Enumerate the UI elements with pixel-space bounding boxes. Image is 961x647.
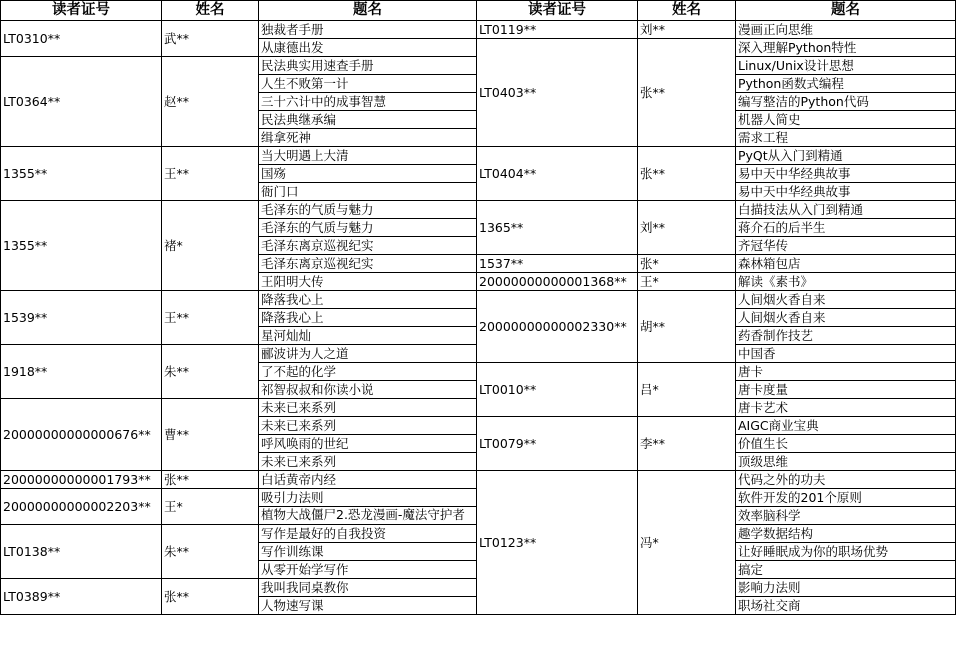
book-title-cell: 衙门口 bbox=[259, 183, 477, 201]
table-row bbox=[1, 147, 956, 165]
book-title-cell: 森林箱包店 bbox=[736, 255, 956, 273]
book-title-cell: 让好睡眠成为你的职场优势 bbox=[736, 543, 956, 561]
book-title-cell: 了不起的化学 bbox=[259, 363, 477, 381]
book-title-cell: 人物速写课 bbox=[259, 597, 477, 615]
book-title-cell: 民法典继承编 bbox=[259, 111, 477, 129]
book-title-cell: 解读《素书》 bbox=[736, 273, 956, 291]
book-title-cell: 毛泽东离京巡视纪实 bbox=[259, 255, 477, 273]
reader-id-cell: 20000000000002203** bbox=[1, 489, 162, 525]
reader-name-cell: 吕* bbox=[638, 363, 736, 417]
reader-name-cell: 胡** bbox=[638, 291, 736, 363]
book-title-cell: 唐卡艺术 bbox=[736, 399, 956, 417]
reader-id-cell: 20000000000002330** bbox=[477, 291, 638, 363]
reader-name-cell: 王* bbox=[162, 489, 259, 525]
book-title-cell: 需求工程 bbox=[736, 129, 956, 147]
book-title-cell: 唐卡 bbox=[736, 363, 956, 381]
table-row bbox=[1, 291, 956, 309]
book-title-cell: 唐卡度量 bbox=[736, 381, 956, 399]
book-title-cell: 我叫我同桌教你 bbox=[259, 579, 477, 597]
reader-id-cell: LT0079** bbox=[477, 417, 638, 471]
book-title-cell: 未来已来系列 bbox=[259, 399, 477, 417]
book-title-cell: 漫画正向思维 bbox=[736, 21, 956, 39]
book-title-cell: 职场社交商 bbox=[736, 597, 956, 615]
book-title-cell: 白描技法从入门到精通 bbox=[736, 201, 956, 219]
header-reader-id-right: 读者证号 bbox=[477, 1, 638, 21]
reader-name-cell: 朱** bbox=[162, 525, 259, 579]
book-title-cell: 从零开始学写作 bbox=[259, 561, 477, 579]
table-row bbox=[1, 21, 956, 39]
book-title-cell: 人生不败第一计 bbox=[259, 75, 477, 93]
book-title-cell: 未来已来系列 bbox=[259, 417, 477, 435]
book-title-cell: 吸引力法则 bbox=[259, 489, 477, 507]
book-title-cell: 机器人简史 bbox=[736, 111, 956, 129]
header-name: 姓名 bbox=[162, 1, 259, 21]
book-title-cell: Linux/Unix设计思想 bbox=[736, 57, 956, 75]
reader-name-cell: 李** bbox=[638, 417, 736, 471]
reader-name-cell: 武** bbox=[162, 21, 259, 57]
header-title-right: 题名 bbox=[736, 1, 956, 21]
reader-id-cell: 1355** bbox=[1, 147, 162, 201]
header-title: 题名 bbox=[259, 1, 477, 21]
reader-id-cell: LT0389** bbox=[1, 579, 162, 615]
reader-id-cell: LT0119** bbox=[477, 21, 638, 39]
reader-name-cell: 张** bbox=[638, 147, 736, 201]
reader-name-cell: 刘** bbox=[638, 201, 736, 255]
book-title-cell: 深入理解Python特性 bbox=[736, 39, 956, 57]
book-title-cell: 顶级思维 bbox=[736, 453, 956, 471]
reader-name-cell: 冯* bbox=[638, 471, 736, 615]
book-title-cell: 祁智叔叔和你读小说 bbox=[259, 381, 477, 399]
reader-id-cell: 1365** bbox=[477, 201, 638, 255]
book-title-cell: 星河灿灿 bbox=[259, 327, 477, 345]
book-title-cell: 植物大战僵尸2.恐龙漫画-魔法守护者 bbox=[259, 507, 477, 525]
reader-id-cell: LT0123** bbox=[477, 471, 638, 615]
book-title-cell: 王阳明大传 bbox=[259, 273, 477, 291]
reader-id-cell: 1537** bbox=[477, 255, 638, 273]
book-title-cell: 未来已来系列 bbox=[259, 453, 477, 471]
book-title-cell: 毛泽东离京巡视纪实 bbox=[259, 237, 477, 255]
reader-id-cell: LT0310** bbox=[1, 21, 162, 57]
book-title-cell: 人间烟火香自来 bbox=[736, 309, 956, 327]
reader-id-cell: 20000000000001368** bbox=[477, 273, 638, 291]
book-title-cell: 效率脑科学 bbox=[736, 507, 956, 525]
book-title-cell: 独裁者手册 bbox=[259, 21, 477, 39]
book-title-cell: 人间烟火香自来 bbox=[736, 291, 956, 309]
book-title-cell: 影响力法则 bbox=[736, 579, 956, 597]
reader-name-cell: 赵** bbox=[162, 57, 259, 147]
reader-name-cell: 朱** bbox=[162, 345, 259, 399]
book-title-cell: 毛泽东的气质与魅力 bbox=[259, 219, 477, 237]
reader-name-cell: 王* bbox=[638, 273, 736, 291]
reader-name-cell: 张** bbox=[638, 39, 736, 147]
book-title-cell: 蒋介石的后半生 bbox=[736, 219, 956, 237]
reader-name-cell: 王** bbox=[162, 147, 259, 201]
book-title-cell: 易中天中华经典故事 bbox=[736, 165, 956, 183]
reader-id-cell: 1918** bbox=[1, 345, 162, 399]
reader-id-cell: LT0403** bbox=[477, 39, 638, 147]
reader-id-cell: 1539** bbox=[1, 291, 162, 345]
book-title-cell: 缉拿死神 bbox=[259, 129, 477, 147]
book-title-cell: 降落我心上 bbox=[259, 291, 477, 309]
book-title-cell: 搞定 bbox=[736, 561, 956, 579]
reader-id-cell: LT0364** bbox=[1, 57, 162, 147]
reader-name-cell: 张** bbox=[162, 579, 259, 615]
reader-name-cell: 王** bbox=[162, 291, 259, 345]
reader-name-cell: 张** bbox=[162, 471, 259, 489]
header-reader-id: 读者证号 bbox=[1, 1, 162, 21]
reader-id-cell: 20000000000000676** bbox=[1, 399, 162, 471]
book-title-cell: 郦波讲为人之道 bbox=[259, 345, 477, 363]
book-title-cell: 齐冠华传 bbox=[736, 237, 956, 255]
book-title-cell: 白话黄帝内经 bbox=[259, 471, 477, 489]
reader-id-cell: LT0010** bbox=[477, 363, 638, 417]
book-title-cell: 趣学数据结构 bbox=[736, 525, 956, 543]
book-title-cell: 价值生长 bbox=[736, 435, 956, 453]
reader-name-cell: 张* bbox=[638, 255, 736, 273]
book-title-cell: 软件开发的201个原则 bbox=[736, 489, 956, 507]
book-title-cell: AIGC商业宝典 bbox=[736, 417, 956, 435]
book-title-cell: 编写整洁的Python代码 bbox=[736, 93, 956, 111]
header-name-right: 姓名 bbox=[638, 1, 736, 21]
table-row bbox=[1, 201, 956, 219]
reader-name-cell: 褚* bbox=[162, 201, 259, 291]
book-title-cell: 写作是最好的自我投资 bbox=[259, 525, 477, 543]
reader-id-cell: LT0404** bbox=[477, 147, 638, 201]
table-row bbox=[1, 471, 956, 489]
reader-id-cell: 20000000000001793** bbox=[1, 471, 162, 489]
header-row bbox=[1, 1, 956, 21]
reader-name-cell: 曹** bbox=[162, 399, 259, 471]
book-title-cell: 从康德出发 bbox=[259, 39, 477, 57]
reader-name-cell: 刘** bbox=[638, 21, 736, 39]
book-title-cell: 写作训练课 bbox=[259, 543, 477, 561]
book-title-cell: 药香制作技艺 bbox=[736, 327, 956, 345]
book-title-cell: 民法典实用速查手册 bbox=[259, 57, 477, 75]
book-title-cell: 中国香 bbox=[736, 345, 956, 363]
reader-id-cell: LT0138** bbox=[1, 525, 162, 579]
book-title-cell: 国殇 bbox=[259, 165, 477, 183]
book-title-cell: Python函数式编程 bbox=[736, 75, 956, 93]
book-title-cell: 降落我心上 bbox=[259, 309, 477, 327]
book-title-cell: 呼风唤雨的世纪 bbox=[259, 435, 477, 453]
book-title-cell: 代码之外的功夫 bbox=[736, 471, 956, 489]
reader-id-cell: 1355** bbox=[1, 201, 162, 291]
book-title-cell: 当大明遇上大清 bbox=[259, 147, 477, 165]
book-title-cell: 三十六计中的成事智慧 bbox=[259, 93, 477, 111]
book-title-cell: 毛泽东的气质与魅力 bbox=[259, 201, 477, 219]
book-title-cell: 易中天中华经典故事 bbox=[736, 183, 956, 201]
book-title-cell: PyQt从入门到精通 bbox=[736, 147, 956, 165]
